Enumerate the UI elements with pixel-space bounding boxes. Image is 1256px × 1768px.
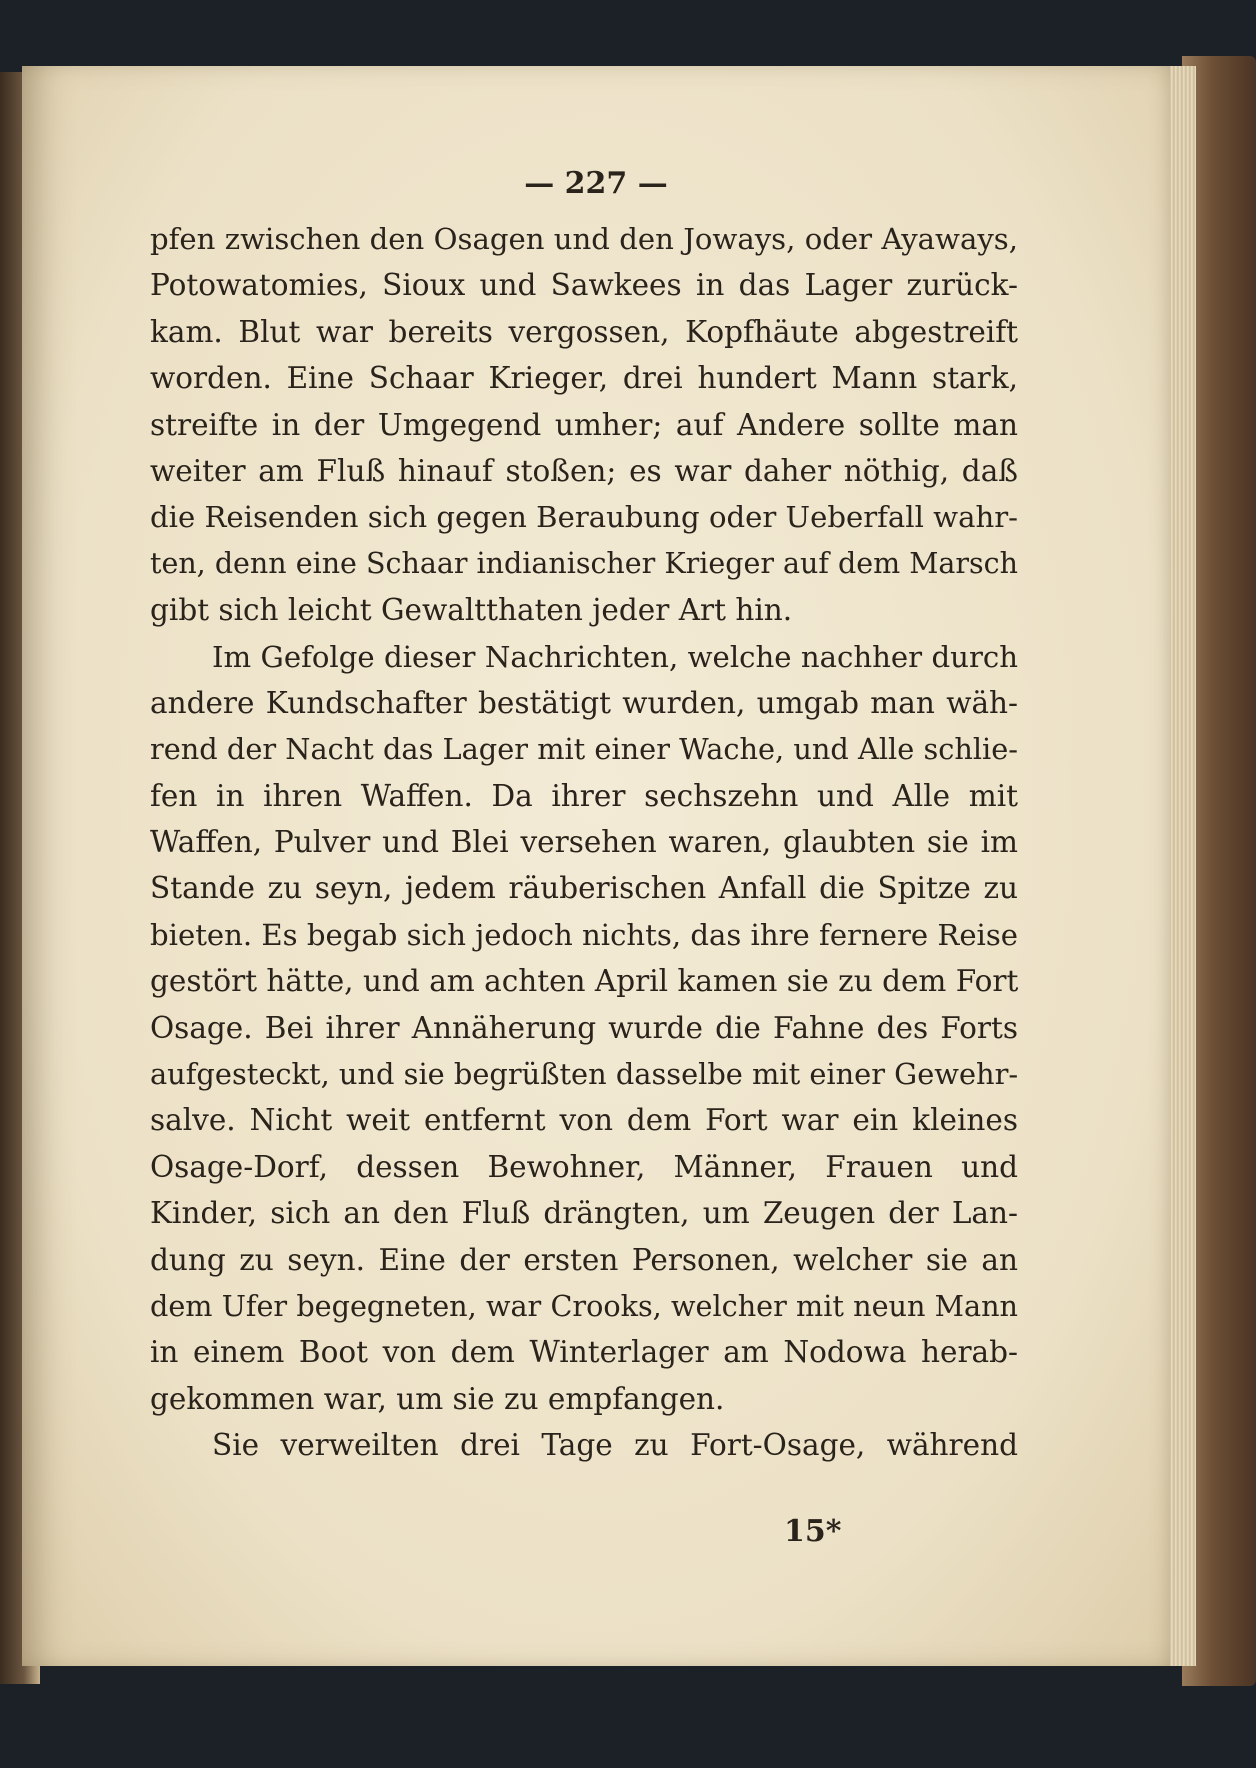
signature-mark: 15* <box>784 1514 842 1549</box>
text-line: streifte in der Umgegend umher; auf Andere sollte man <box>150 407 1018 442</box>
book-page <box>22 66 1170 1666</box>
text-line: weiter am Fluß hinauf stoßen; es war daher nöthig, daß <box>150 453 1018 488</box>
text-line: dung zu seyn. Eine der ersten Personen, welcher sie an <box>150 1242 1018 1277</box>
text-line: Waffen, Pulver und Blei versehen waren, glaubten sie im <box>150 825 1018 860</box>
text-line: aufgesteckt, und sie begrüßten dasselbe mit einer Gewehr- <box>150 1057 1018 1092</box>
text-line: bieten. Es begab sich jedoch nichts, das ihre fernere Reise <box>150 917 1018 952</box>
text-line: gibt sich leicht Gewaltthaten jeder Art hin. <box>150 593 793 628</box>
text-line: fen in ihren Waffen. Da ihrer sechszehn und Alle mit <box>150 778 1018 813</box>
text-line: in einem Boot von dem Winterlager am Nodowa herab- <box>150 1335 1018 1370</box>
text-line: gestört hätte, und am achten April kamen sie zu dem Fort <box>150 964 1018 999</box>
body-text <box>150 216 1018 1469</box>
text-line: pfen zwischen den Osagen und den Joways, oder Ayaways, <box>150 222 1018 256</box>
text-line: die Reisenden sich gegen Beraubung oder Ueberfall wahr- <box>150 500 1018 535</box>
text-line: Osage. Bei ihrer Annäherung wurde die Fahne des Forts <box>150 1010 1018 1045</box>
text-line: salve. Nicht weit entfernt von dem Fort war ein kleines <box>150 1103 1018 1138</box>
text-line: Stande zu seyn, jedem räuberischen Anfall die Spitze zu <box>150 871 1018 906</box>
text-line: Osage-Dorf, dessen Bewohner, Männer, Frauen und <box>150 1149 1018 1184</box>
text-line: andere Kundschafter bestätigt wurden, umgab man wäh- <box>150 685 1018 720</box>
text-line: worden. Eine Schaar Krieger, drei hundert Mann stark, <box>150 361 1018 396</box>
text-line: Kinder, sich an den Fluß drängten, um Zeugen der Lan- <box>150 1196 1018 1231</box>
text-line: dem Ufer begegneten, war Crooks, welcher mit neun Mann <box>150 1288 1018 1323</box>
text-line: kam. Blut war bereits vergossen, Kopfhäute abgestreift <box>150 314 1018 349</box>
text-line: Potowatomies, Sioux und Sawkees in das Lager zurück- <box>150 268 1018 303</box>
text-line: ten, denn eine Schaar indianischer Krieger auf dem Marsch <box>150 546 1018 580</box>
paragraph-start-line: Sie verweilten drei Tage zu Fort-Osage, während <box>212 1428 1018 1463</box>
text-line: rend der Nacht das Lager mit einer Wache, und Alle schlie- <box>150 732 1018 767</box>
text-line: gekommen war, um sie zu empfangen. <box>150 1381 725 1416</box>
page-number-header: — 227 — <box>524 166 668 201</box>
paragraph-start-line: Im Gefolge dieser Nachrichten, welche nachher durch <box>212 639 1018 674</box>
